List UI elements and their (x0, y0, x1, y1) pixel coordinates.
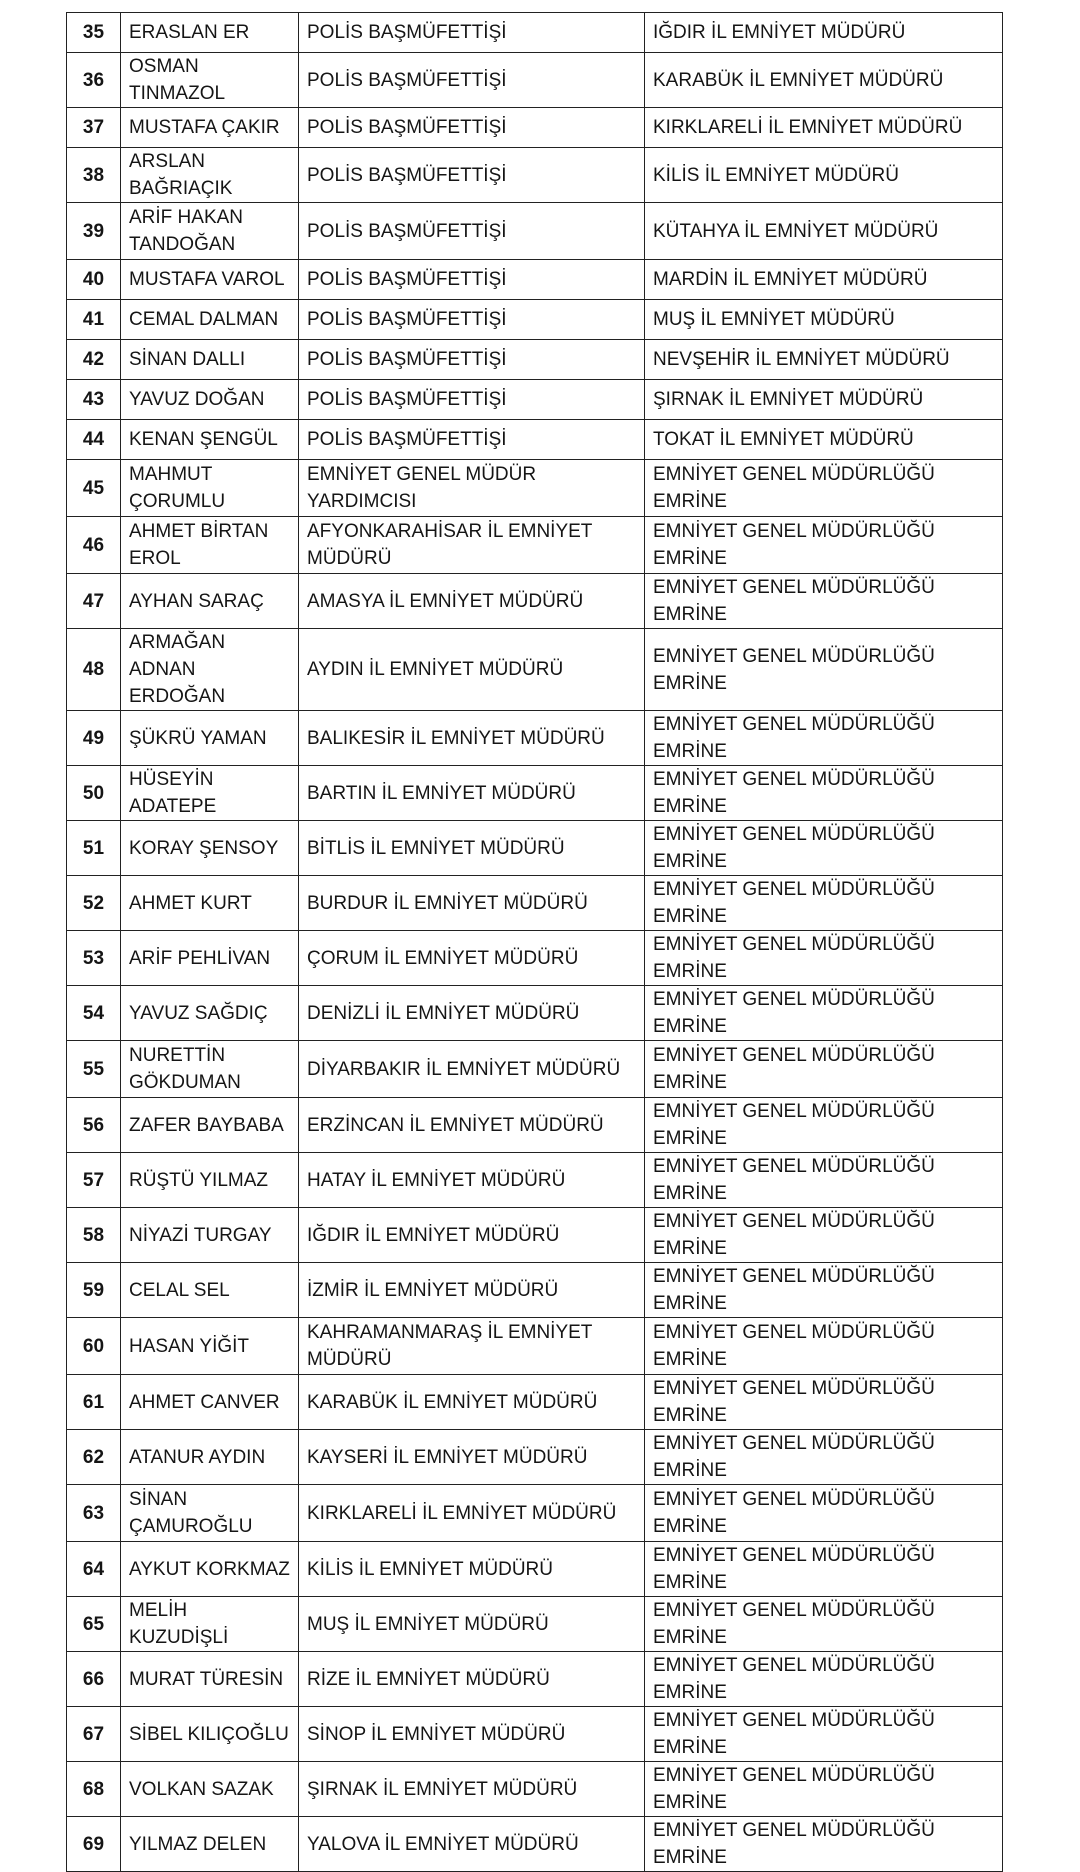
table-row (67, 1375, 1003, 1430)
new-position: EMNİYET GENEL MÜDÜRLÜĞÜ EMRİNE (645, 1263, 1003, 1318)
table-row (67, 629, 1003, 711)
new-position: EMNİYET GENEL MÜDÜRLÜĞÜ EMRİNE (645, 986, 1003, 1041)
table-row (67, 517, 1003, 574)
table-row (67, 766, 1003, 821)
current-position: KARABÜK İL EMNİYET MÜDÜRÜ (299, 1375, 645, 1430)
table-row (67, 1430, 1003, 1485)
current-position: KAHRAMANMARAŞ İL EMNİYET MÜDÜRÜ (299, 1318, 645, 1375)
table-row (67, 1762, 1003, 1817)
current-position: KAYSERİ İL EMNİYET MÜDÜRÜ (299, 1430, 645, 1485)
new-position: KIRKLARELİ İL EMNİYET MÜDÜRÜ (645, 108, 1003, 148)
table-row (67, 1485, 1003, 1542)
new-position: EMNİYET GENEL MÜDÜRLÜĞÜ EMRİNE (645, 1597, 1003, 1652)
row-number: 52 (67, 876, 121, 931)
new-position: EMNİYET GENEL MÜDÜRLÜĞÜ EMRİNE (645, 766, 1003, 821)
table-row (67, 876, 1003, 931)
person-name: AYKUT KORKMAZ (121, 1542, 299, 1597)
current-position: İZMİR İL EMNİYET MÜDÜRÜ (299, 1263, 645, 1318)
current-position: RİZE İL EMNİYET MÜDÜRÜ (299, 1652, 645, 1707)
table-row (67, 1041, 1003, 1098)
table-row (67, 53, 1003, 108)
current-position: POLİS BAŞMÜFETTİŞİ (299, 108, 645, 148)
current-position: BALIKESİR İL EMNİYET MÜDÜRÜ (299, 711, 645, 766)
person-name: ARMAĞAN ADNAN ERDOĞAN (121, 629, 299, 711)
current-position: AYDIN İL EMNİYET MÜDÜRÜ (299, 629, 645, 711)
new-position: EMNİYET GENEL MÜDÜRLÜĞÜ EMRİNE (645, 517, 1003, 574)
table-row (67, 300, 1003, 340)
row-number: 61 (67, 1375, 121, 1430)
person-name: VOLKAN SAZAK (121, 1762, 299, 1817)
row-number: 69 (67, 1817, 121, 1872)
row-number: 42 (67, 340, 121, 380)
new-position: ŞIRNAK İL EMNİYET MÜDÜRÜ (645, 380, 1003, 420)
person-name: AHMET BİRTAN EROL (121, 517, 299, 574)
person-name: HASAN YİĞİT (121, 1318, 299, 1375)
table-row (67, 821, 1003, 876)
new-position: EMNİYET GENEL MÜDÜRLÜĞÜ EMRİNE (645, 574, 1003, 629)
current-position: POLİS BAŞMÜFETTİŞİ (299, 203, 645, 260)
row-number: 36 (67, 53, 121, 108)
new-position: EMNİYET GENEL MÜDÜRLÜĞÜ EMRİNE (645, 1542, 1003, 1597)
person-name: MUSTAFA VAROL (121, 260, 299, 300)
current-position: POLİS BAŞMÜFETTİŞİ (299, 13, 645, 53)
new-position: EMNİYET GENEL MÜDÜRLÜĞÜ EMRİNE (645, 876, 1003, 931)
person-name: CEMAL DALMAN (121, 300, 299, 340)
new-position: KÜTAHYA İL EMNİYET MÜDÜRÜ (645, 203, 1003, 260)
new-position: MARDİN İL EMNİYET MÜDÜRÜ (645, 260, 1003, 300)
new-position: NEVŞEHİR İL EMNİYET MÜDÜRÜ (645, 340, 1003, 380)
person-name: OSMAN TINMAZOL (121, 53, 299, 108)
row-number: 51 (67, 821, 121, 876)
person-name: HÜSEYİN ADATEPE (121, 766, 299, 821)
person-name: NİYAZİ TURGAY (121, 1208, 299, 1263)
current-position: KIRKLARELİ İL EMNİYET MÜDÜRÜ (299, 1485, 645, 1542)
person-name: ERASLAN ER (121, 13, 299, 53)
row-number: 37 (67, 108, 121, 148)
row-number: 58 (67, 1208, 121, 1263)
person-name: ARSLAN BAĞRIAÇIK (121, 148, 299, 203)
row-number: 35 (67, 13, 121, 53)
row-number: 54 (67, 986, 121, 1041)
new-position: EMNİYET GENEL MÜDÜRLÜĞÜ EMRİNE (645, 821, 1003, 876)
table-row (67, 1208, 1003, 1263)
current-position: POLİS BAŞMÜFETTİŞİ (299, 340, 645, 380)
person-name: ATANUR AYDIN (121, 1430, 299, 1485)
row-number: 50 (67, 766, 121, 821)
row-number: 48 (67, 629, 121, 711)
row-number: 46 (67, 517, 121, 574)
current-position: POLİS BAŞMÜFETTİŞİ (299, 148, 645, 203)
person-name: ARİF HAKAN TANDOĞAN (121, 203, 299, 260)
row-number: 38 (67, 148, 121, 203)
current-position: DENİZLİ İL EMNİYET MÜDÜRÜ (299, 986, 645, 1041)
table-row (67, 148, 1003, 203)
row-number: 44 (67, 420, 121, 460)
person-name: YAVUZ DOĞAN (121, 380, 299, 420)
current-position: IĞDIR İL EMNİYET MÜDÜRÜ (299, 1208, 645, 1263)
current-position: BARTIN İL EMNİYET MÜDÜRÜ (299, 766, 645, 821)
row-number: 66 (67, 1652, 121, 1707)
table-row (67, 260, 1003, 300)
person-name: CELAL SEL (121, 1263, 299, 1318)
person-name: MURAT TÜRESİN (121, 1652, 299, 1707)
current-position: ERZİNCAN İL EMNİYET MÜDÜRÜ (299, 1098, 645, 1153)
person-name: KORAY ŞENSOY (121, 821, 299, 876)
row-number: 62 (67, 1430, 121, 1485)
person-name: YAVUZ SAĞDIÇ (121, 986, 299, 1041)
current-position: KİLİS İL EMNİYET MÜDÜRÜ (299, 1542, 645, 1597)
new-position: KİLİS İL EMNİYET MÜDÜRÜ (645, 148, 1003, 203)
person-name: SİNAN ÇAMUROĞLU (121, 1485, 299, 1542)
row-number: 41 (67, 300, 121, 340)
table-row (67, 203, 1003, 260)
table-row (67, 1707, 1003, 1762)
person-name: SİNAN DALLI (121, 340, 299, 380)
current-position: BİTLİS İL EMNİYET MÜDÜRÜ (299, 821, 645, 876)
row-number: 40 (67, 260, 121, 300)
new-position: EMNİYET GENEL MÜDÜRLÜĞÜ EMRİNE (645, 931, 1003, 986)
row-number: 56 (67, 1098, 121, 1153)
current-position: POLİS BAŞMÜFETTİŞİ (299, 420, 645, 460)
row-number: 49 (67, 711, 121, 766)
row-number: 55 (67, 1041, 121, 1098)
row-number: 59 (67, 1263, 121, 1318)
row-number: 45 (67, 460, 121, 517)
new-position: EMNİYET GENEL MÜDÜRLÜĞÜ EMRİNE (645, 1707, 1003, 1762)
new-position: EMNİYET GENEL MÜDÜRLÜĞÜ EMRİNE (645, 1375, 1003, 1430)
person-name: AHMET KURT (121, 876, 299, 931)
new-position: MUŞ İL EMNİYET MÜDÜRÜ (645, 300, 1003, 340)
person-name: YILMAZ DELEN (121, 1817, 299, 1872)
table-row (67, 574, 1003, 629)
new-position: EMNİYET GENEL MÜDÜRLÜĞÜ EMRİNE (645, 1098, 1003, 1153)
row-number: 67 (67, 1707, 121, 1762)
table-row (67, 13, 1003, 53)
new-position: IĞDIR İL EMNİYET MÜDÜRÜ (645, 13, 1003, 53)
current-position: MUŞ İL EMNİYET MÜDÜRÜ (299, 1597, 645, 1652)
new-position: EMNİYET GENEL MÜDÜRLÜĞÜ EMRİNE (645, 1817, 1003, 1872)
person-name: RÜŞTÜ YILMAZ (121, 1153, 299, 1208)
table-row (67, 1652, 1003, 1707)
new-position: EMNİYET GENEL MÜDÜRLÜĞÜ EMRİNE (645, 1041, 1003, 1098)
table-row (67, 108, 1003, 148)
person-name: MUSTAFA ÇAKIR (121, 108, 299, 148)
table-row (67, 420, 1003, 460)
current-position: EMNİYET GENEL MÜDÜR YARDIMCISI (299, 460, 645, 517)
person-name: ŞÜKRÜ YAMAN (121, 711, 299, 766)
current-position: AMASYA İL EMNİYET MÜDÜRÜ (299, 574, 645, 629)
new-position: TOKAT İL EMNİYET MÜDÜRÜ (645, 420, 1003, 460)
table-row (67, 340, 1003, 380)
current-position: DİYARBAKIR İL EMNİYET MÜDÜRÜ (299, 1041, 645, 1098)
table-row (67, 1098, 1003, 1153)
row-number: 39 (67, 203, 121, 260)
current-position: POLİS BAŞMÜFETTİŞİ (299, 260, 645, 300)
new-position: EMNİYET GENEL MÜDÜRLÜĞÜ EMRİNE (645, 1652, 1003, 1707)
new-position: EMNİYET GENEL MÜDÜRLÜĞÜ EMRİNE (645, 629, 1003, 711)
table-row (67, 1597, 1003, 1652)
table-row (67, 380, 1003, 420)
person-name: AHMET CANVER (121, 1375, 299, 1430)
row-number: 63 (67, 1485, 121, 1542)
row-number: 60 (67, 1318, 121, 1375)
current-position: ŞIRNAK İL EMNİYET MÜDÜRÜ (299, 1762, 645, 1817)
current-position: YALOVA İL EMNİYET MÜDÜRÜ (299, 1817, 645, 1872)
person-name: MELİH KUZUDİŞLİ (121, 1597, 299, 1652)
new-position: EMNİYET GENEL MÜDÜRLÜĞÜ EMRİNE (645, 1153, 1003, 1208)
current-position: BURDUR İL EMNİYET MÜDÜRÜ (299, 876, 645, 931)
table-row (67, 986, 1003, 1041)
row-number: 64 (67, 1542, 121, 1597)
table-row (67, 460, 1003, 517)
new-position: EMNİYET GENEL MÜDÜRLÜĞÜ EMRİNE (645, 1485, 1003, 1542)
person-name: KENAN ŞENGÜL (121, 420, 299, 460)
row-number: 65 (67, 1597, 121, 1652)
row-number: 57 (67, 1153, 121, 1208)
person-name: NURETTİN GÖKDUMAN (121, 1041, 299, 1098)
current-position: POLİS BAŞMÜFETTİŞİ (299, 380, 645, 420)
person-name: SİBEL KILIÇOĞLU (121, 1707, 299, 1762)
table-row (67, 1263, 1003, 1318)
person-name: ZAFER BAYBABA (121, 1098, 299, 1153)
row-number: 53 (67, 931, 121, 986)
table-row (67, 1318, 1003, 1375)
new-position: KARABÜK İL EMNİYET MÜDÜRÜ (645, 53, 1003, 108)
table-row (67, 931, 1003, 986)
row-number: 47 (67, 574, 121, 629)
row-number: 43 (67, 380, 121, 420)
new-position: EMNİYET GENEL MÜDÜRLÜĞÜ EMRİNE (645, 1208, 1003, 1263)
table-row (67, 1542, 1003, 1597)
current-position: ÇORUM İL EMNİYET MÜDÜRÜ (299, 931, 645, 986)
current-position: HATAY İL EMNİYET MÜDÜRÜ (299, 1153, 645, 1208)
table-row (67, 1153, 1003, 1208)
person-name: MAHMUT ÇORUMLU (121, 460, 299, 517)
current-position: POLİS BAŞMÜFETTİŞİ (299, 53, 645, 108)
person-name: AYHAN SARAÇ (121, 574, 299, 629)
current-position: SİNOP İL EMNİYET MÜDÜRÜ (299, 1707, 645, 1762)
new-position: EMNİYET GENEL MÜDÜRLÜĞÜ EMRİNE (645, 1318, 1003, 1375)
row-number: 68 (67, 1762, 121, 1817)
new-position: EMNİYET GENEL MÜDÜRLÜĞÜ EMRİNE (645, 1762, 1003, 1817)
new-position: EMNİYET GENEL MÜDÜRLÜĞÜ EMRİNE (645, 1430, 1003, 1485)
table-row (67, 1817, 1003, 1872)
new-position: EMNİYET GENEL MÜDÜRLÜĞÜ EMRİNE (645, 460, 1003, 517)
new-position: EMNİYET GENEL MÜDÜRLÜĞÜ EMRİNE (645, 711, 1003, 766)
table-row (67, 711, 1003, 766)
appointment-table (66, 12, 1003, 1872)
current-position: AFYONKARAHİSAR İL EMNİYET MÜDÜRÜ (299, 517, 645, 574)
person-name: ARİF PEHLİVAN (121, 931, 299, 986)
current-position: POLİS BAŞMÜFETTİŞİ (299, 300, 645, 340)
